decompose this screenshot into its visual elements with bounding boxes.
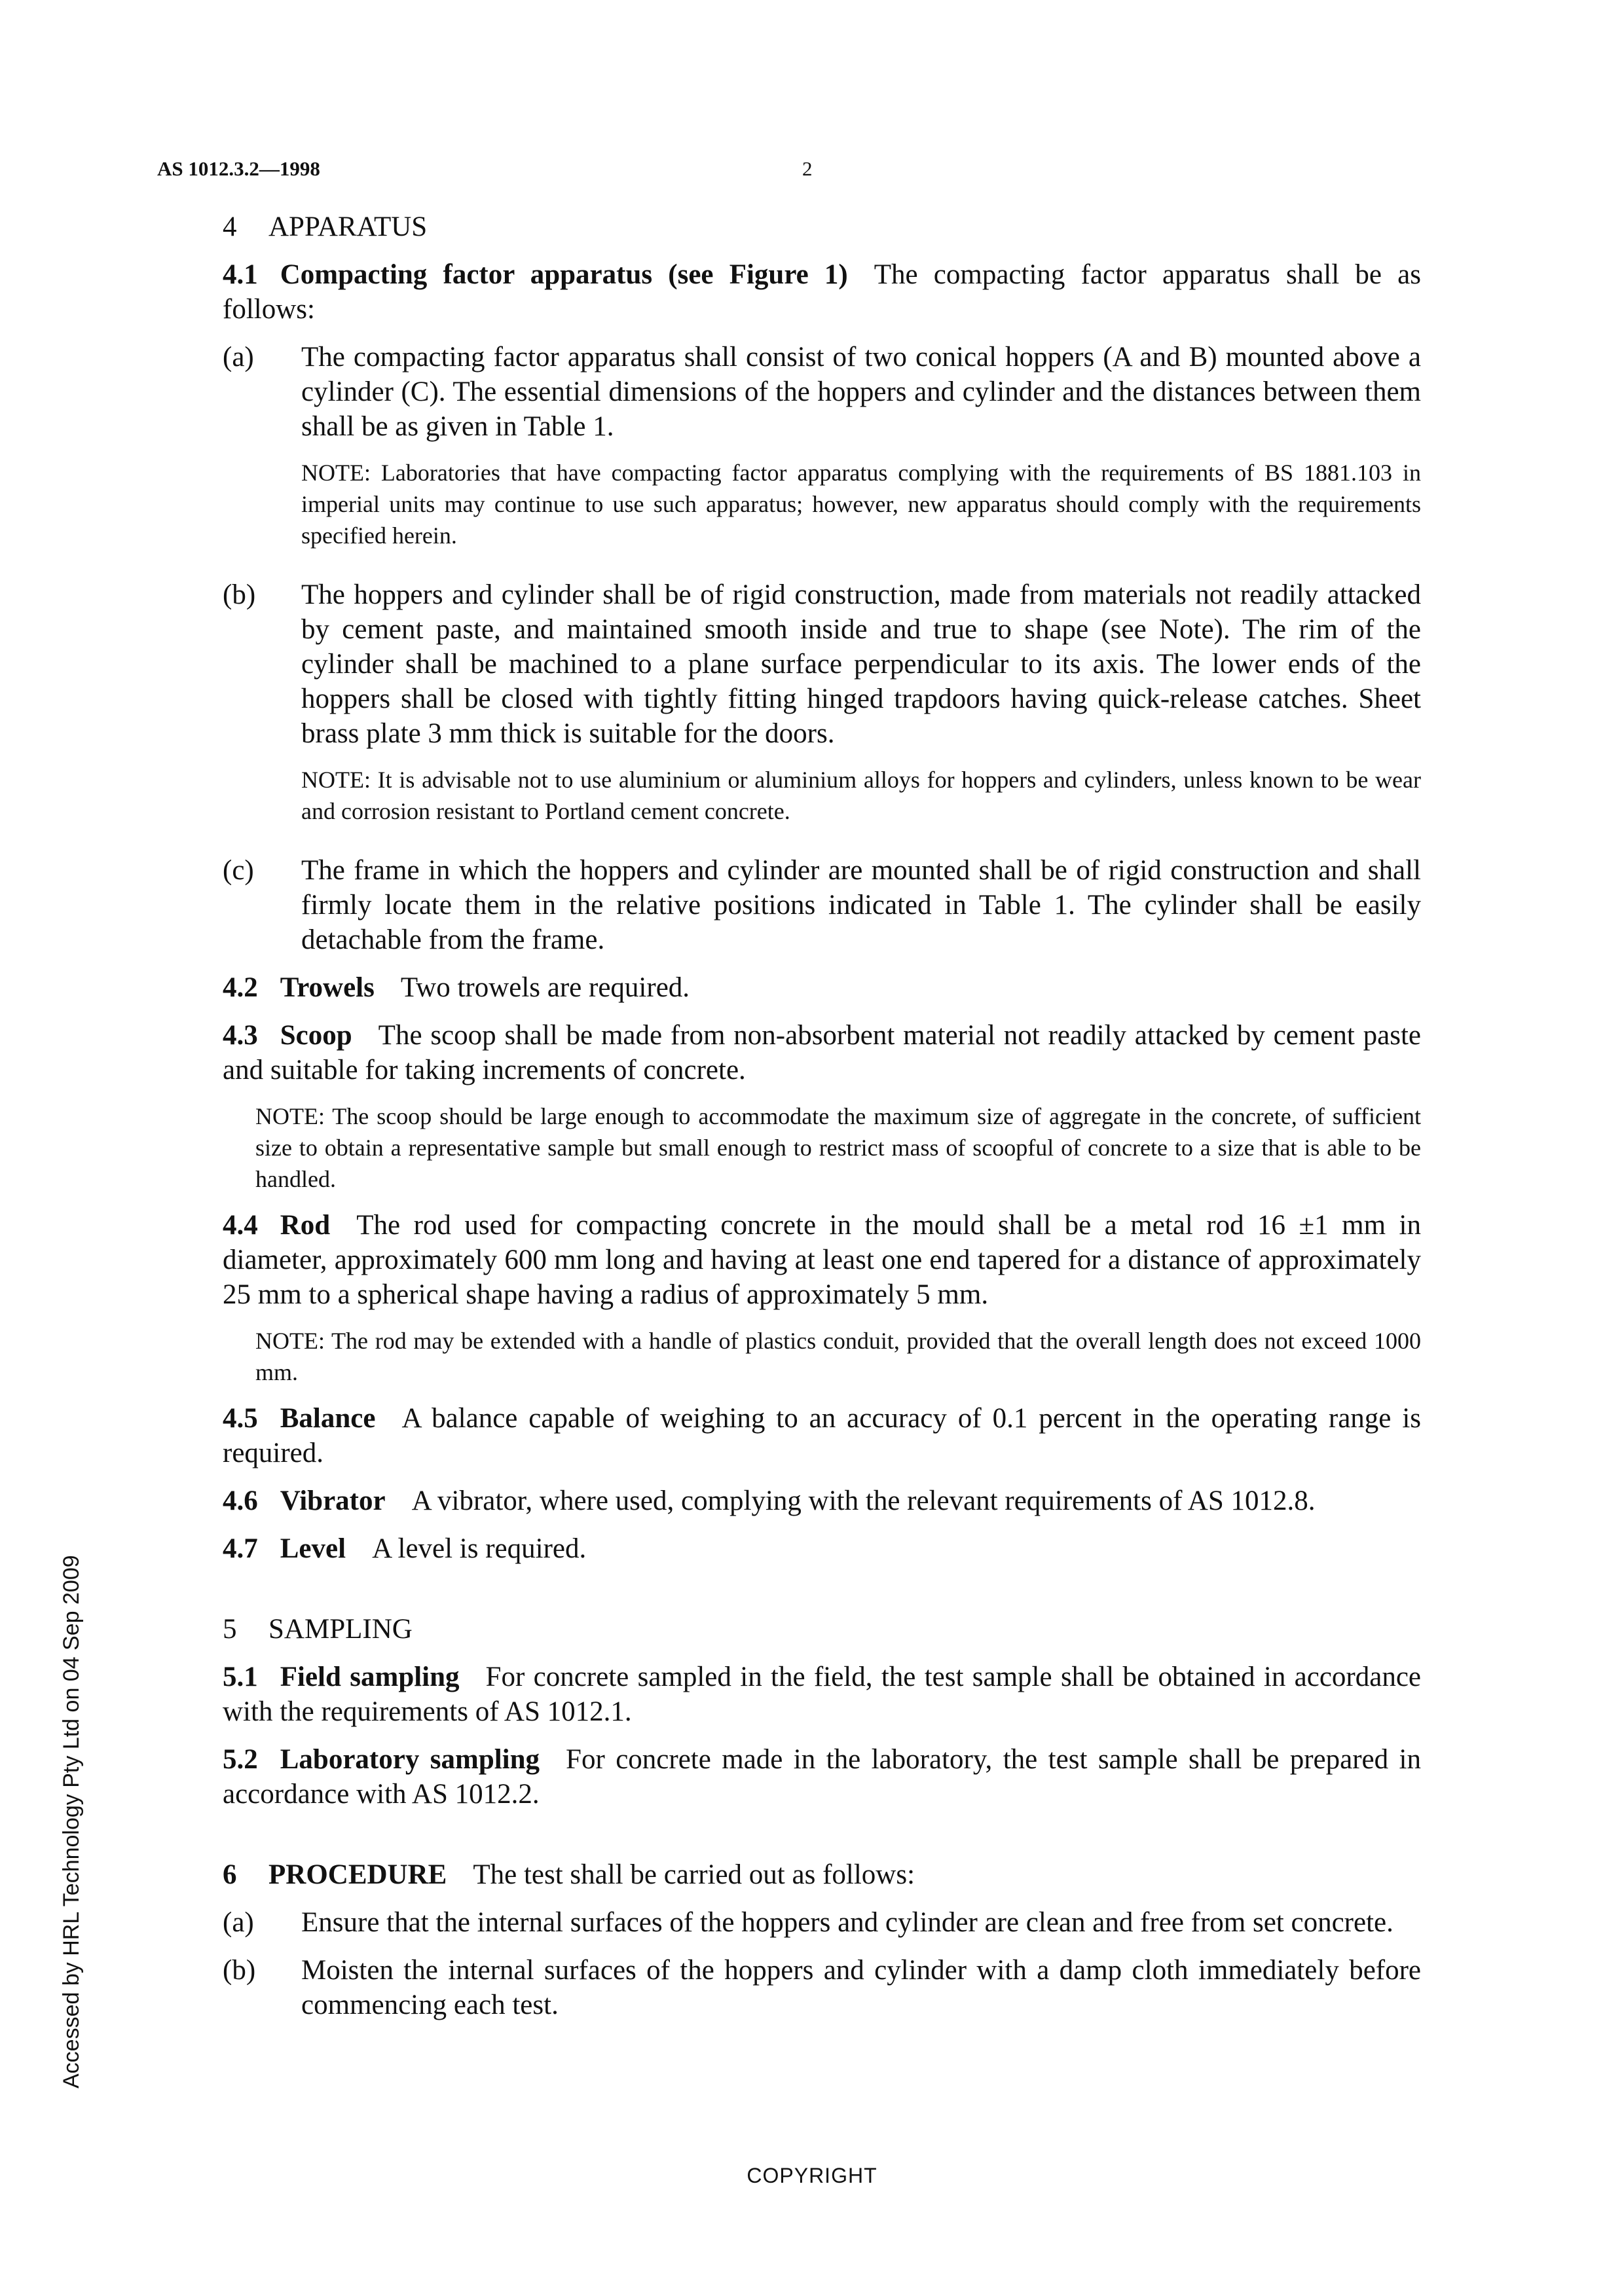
section-5-heading	[223, 1612, 1421, 1647]
section-number: 5	[223, 1614, 237, 1645]
clause-text: The rod used for compacting concrete in the mould shall be a metal rod 16 ±1 mm in diameter, approximately 600 mm long and having at least one end tapered for a distance of approximately 25 mm to a spherical shape having a radius of approximately 5 mm.	[223, 1210, 1421, 1310]
item-text: Ensure that the internal surfaces of the hoppers and cylinder are clean and free from set concrete.	[301, 1907, 1393, 1938]
clause-4-7	[223, 1531, 1421, 1566]
procedure-step-a	[223, 1905, 1421, 1940]
page-number: 2	[802, 157, 813, 180]
section-6-heading	[223, 1857, 1421, 1892]
clause-5-1	[223, 1660, 1421, 1729]
clause-text: A balance capable of weighing to an accuracy of 0.1 percent in the operating range is required.	[223, 1403, 1421, 1468]
clause-4-5	[223, 1401, 1421, 1470]
clause-title: Rod	[280, 1210, 331, 1241]
section-number: 4	[223, 211, 237, 242]
clause-4-2	[223, 970, 1421, 1005]
clause-4-6	[223, 1484, 1421, 1518]
note: NOTE: The rod may be extended with a handle of plastics conduit, provided that the overall length does not exceed 1000 mm.	[255, 1328, 1421, 1385]
clause-title: Compacting factor apparatus (see Figure 1)	[280, 259, 848, 290]
note: NOTE: It is advisable not to use aluminium or aluminium alloys for hoppers and cylinders, unless known to be wear and corrosion resistant to Portland cement concrete.	[301, 767, 1421, 824]
item-text: Moisten the internal surfaces of the hoppers and cylinder with a damp cloth immediately before commencing each test.	[301, 1955, 1421, 2020]
clause-text: For concrete sampled in the field, the test sample shall be obtained in accordance with the requirements of AS 1012.1.	[223, 1662, 1421, 1727]
section-number: 6	[223, 1859, 237, 1890]
item-text: The compacting factor apparatus shall consist of two conical hoppers (A and B) mounted above a cylinder (C). The essential dimensions of the hoppers and cylinder and the distances between them shall be as given in Table 1.	[301, 342, 1421, 442]
copyright-footer: COPYRIGHT	[747, 2164, 877, 2187]
clause-text: The compacting factor apparatus shall be as follows:	[223, 259, 1421, 325]
section-intro: The test shall be carried out as follows:	[473, 1859, 915, 1890]
standard-designation: AS 1012.3.2—1998	[157, 157, 320, 180]
list-item-a	[223, 340, 1421, 564]
clause-text: The scoop shall be made from non-absorbent material not readily attacked by cement paste and suitable for taking increments of concrete.	[223, 1020, 1421, 1085]
clause-4-4	[223, 1208, 1421, 1312]
clause-number: 4.1	[223, 259, 258, 290]
section-title: PROCEDURE	[268, 1859, 447, 1890]
section-title: APPARATUS	[268, 211, 428, 242]
item-label: (a)	[223, 342, 254, 373]
clause-4-1	[223, 257, 1421, 327]
clause-text: Two trowels are required.	[400, 972, 690, 1003]
item-label: (b)	[223, 579, 256, 610]
clause-number: 4.6	[223, 1485, 258, 1516]
clause-text: For concrete made in the laboratory, the test sample shall be prepared in accordance with AS 1012.2.	[223, 1744, 1421, 1810]
clause-number: 4.2	[223, 972, 258, 1003]
item-label: (c)	[223, 855, 254, 886]
item-label: (b)	[223, 1955, 256, 1986]
item-text: The frame in which the hoppers and cylinder are mounted shall be of rigid construction and shall firmly locate them in the relative positions indicated in Table 1. The cylinder shall be easily detachable from the frame.	[301, 855, 1421, 955]
clause-4-3	[223, 1018, 1421, 1087]
clause-title: Field sampling	[280, 1662, 460, 1692]
clause-number: 5.2	[223, 1744, 258, 1775]
item-label: (a)	[223, 1907, 254, 1938]
document-body	[223, 210, 1421, 2035]
clause-number: 4.5	[223, 1403, 258, 1434]
note: NOTE: The scoop should be large enough to accommodate the maximum size of aggregate in the concrete, of sufficient size to obtain a representative sample but small enough to restrict mass of scoopful of concrete to a size that is able to be handled.	[255, 1103, 1421, 1192]
clause-title: Trowels	[280, 972, 375, 1003]
clause-number: 4.7	[223, 1533, 258, 1564]
clause-text: A level is required.	[372, 1533, 587, 1564]
clause-title: Laboratory sampling	[280, 1744, 540, 1775]
clause-number: 4.3	[223, 1020, 258, 1051]
clause-title: Vibrator	[280, 1485, 386, 1516]
clause-5-2	[223, 1742, 1421, 1812]
list-item-b	[223, 577, 1421, 840]
clause-text: A vibrator, where used, complying with the relevant requirements of AS 1012.8.	[411, 1485, 1316, 1516]
list-item-c	[223, 853, 1421, 957]
procedure-step-b	[223, 1953, 1421, 2022]
clause-title: Level	[280, 1533, 346, 1564]
clause-number: 4.4	[223, 1210, 258, 1241]
note: NOTE: Laboratories that have compacting factor apparatus complying with the requirements of BS 1881.103 in imperial units may continue to use such apparatus; however, new apparatus should comply with the requirements specified herein.	[301, 460, 1421, 549]
clause-number: 5.1	[223, 1662, 258, 1692]
clause-title: Balance	[280, 1403, 376, 1434]
access-watermark: Accessed by HRL Technology Pty Ltd on 04 Sep 2009	[59, 1555, 84, 2088]
item-text: The hoppers and cylinder shall be of rigid construction, made from materials not readily attacked by cement paste, and maintained smooth inside and true to shape (see Note). The rim of the cylinder shall be machined to a plane surface perpendicular to its axis. The lower ends of the hoppers shall be closed with tightly fitting hinged trapdoors having quick-release catches. Sheet brass plate 3 mm thick is suitable for the doors.	[301, 579, 1421, 749]
section-4-heading	[223, 210, 1421, 244]
clause-title: Scoop	[280, 1020, 352, 1051]
section-title: SAMPLING	[268, 1614, 413, 1645]
